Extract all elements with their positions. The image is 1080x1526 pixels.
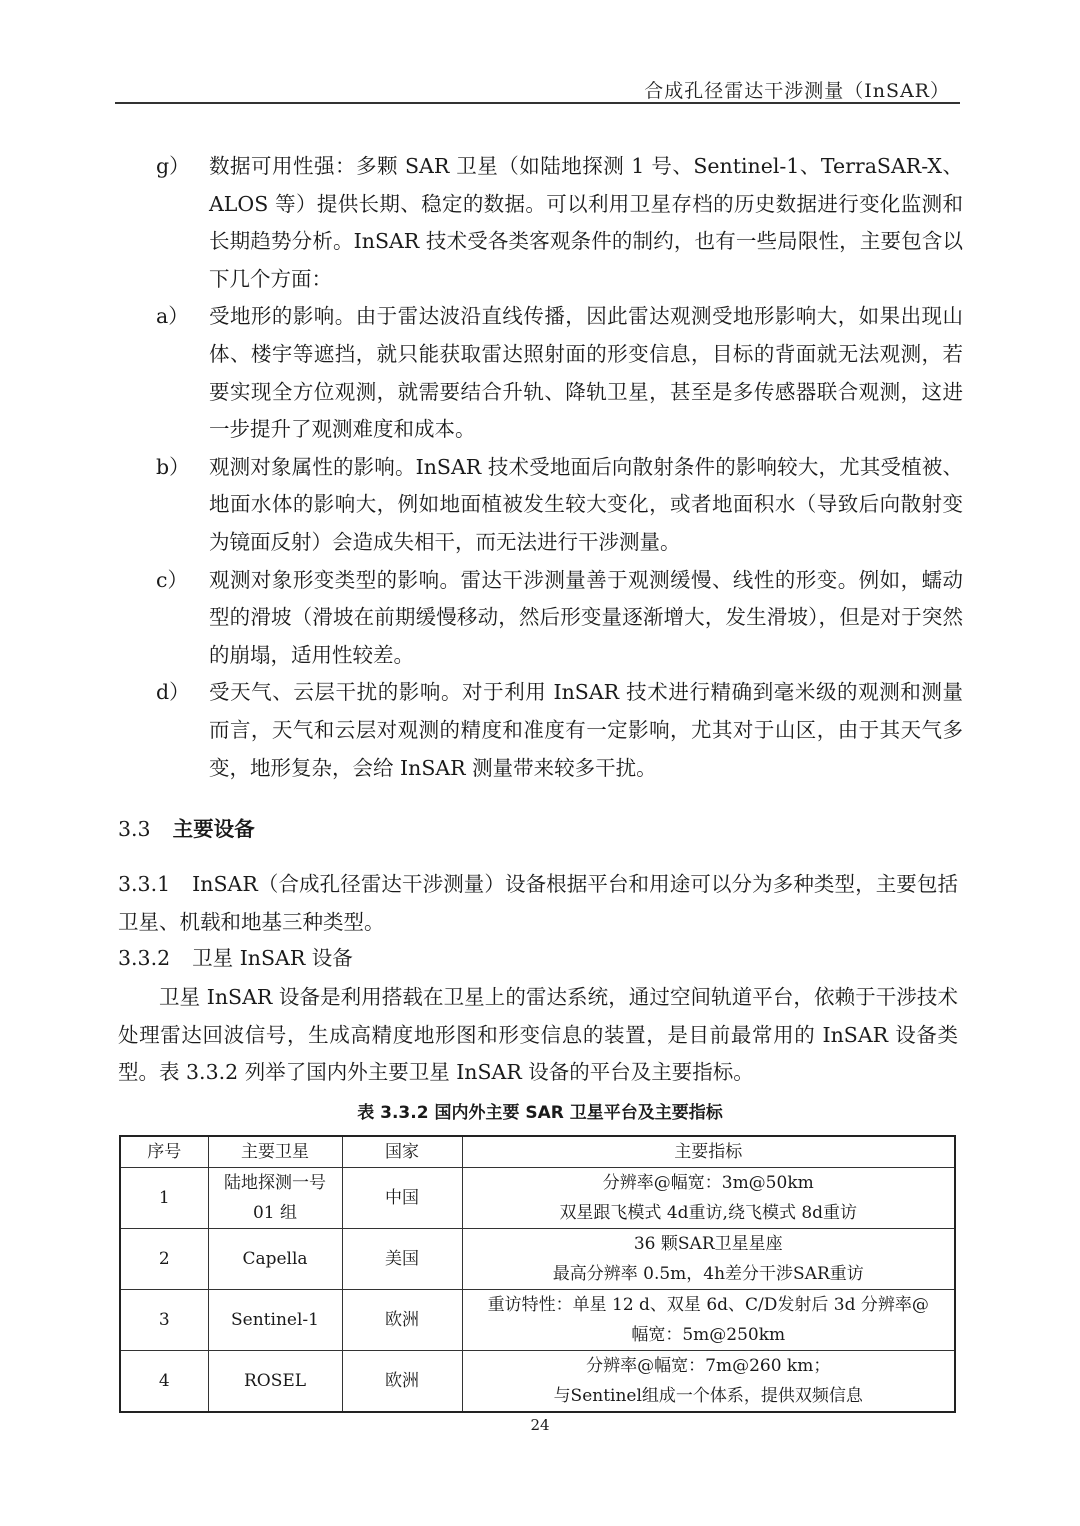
header-cell: 主要卫星 [208, 1136, 342, 1168]
table-row [120, 1229, 955, 1290]
spec-line: 双星跟飞模式 4d重访,绕飞模式 8d重访 [559, 1203, 858, 1223]
cell-spec [462, 1290, 955, 1351]
list-marker: d） [156, 680, 190, 705]
satellite-line: 陆地探测一号 [224, 1173, 326, 1193]
cell-satellite: Sentinel-1 [208, 1290, 342, 1351]
list-item [118, 562, 963, 675]
cell-country: 中国 [342, 1168, 462, 1229]
cell-no: 2 [120, 1229, 208, 1290]
list-text: 受地形的影响。由于雷达波沿直线传播，因此雷达观测受地形影响大，如果出现山体、楼宇等遮挡，就只能获取雷达照射面的形变信息，目标的背面就无法观测，若要实现全方位观测，就需要结合升轨、降轨卫星，甚至是多传感器联合观测，这进一步提升了观测难度和成本。 [209, 304, 963, 442]
table-row [120, 1168, 955, 1229]
spec-line: 分辨率@幅宽：7m@260 km； [586, 1356, 831, 1376]
table-row [120, 1290, 955, 1351]
header-cell: 主要指标 [462, 1136, 955, 1168]
spec-line: 幅宽：5m@250km [631, 1325, 786, 1345]
header-cell: 序号 [120, 1136, 208, 1168]
cell-no: 4 [120, 1351, 208, 1413]
list-marker: a） [156, 304, 189, 329]
page-number: 24 [530, 1416, 550, 1434]
paragraph-number: 3.3.1 [118, 872, 171, 896]
section-title: 卫星 InSAR 设备 [192, 946, 353, 970]
list-item [118, 148, 963, 298]
cell-no: 3 [120, 1290, 208, 1351]
list-marker: c） [156, 567, 188, 592]
section-title: 主要设备 [172, 817, 255, 841]
paragraph-3-3-2: 卫星 InSAR 设备是利用搭载在卫星上的雷达系统，通过空间轨道平台，依赖于干涉技术处理雷达回波信号，生成高精度地形图和形变信息的装置，是目前最常用的 InSAR 设备类型。表 3.3.2 列举了国内外主要卫星 InSAR 设备的平台及主要指标。 [118, 985, 958, 1085]
list-marker: b） [156, 454, 190, 479]
spec-line: 与Sentinel组成一个体系，提供双频信息 [553, 1386, 863, 1406]
header-cell: 国家 [342, 1136, 462, 1168]
running-header-title: 合成孔径雷达干涉测量（InSAR） [644, 80, 950, 102]
list-text: 数据可用性强：多颗 SAR 卫星（如陆地探测 1 号、Sentinel-1、TerraSAR-X、ALOS 等）提供长期、稳定的数据。可以利用卫星存档的历史数据进行变化监测和长期趋势分析。InSAR 技术受各类客观条件的制约，也有一些局限性，主要包含以下几个方面： [209, 154, 963, 291]
section-heading-3-3 [118, 812, 255, 842]
satellite-line: 01 组 [252, 1203, 298, 1223]
section-number: 3.3.2 [118, 946, 171, 970]
cell-satellite [208, 1168, 342, 1229]
cell-spec [462, 1229, 955, 1290]
cell-no: 1 [120, 1168, 208, 1229]
cell-spec [462, 1351, 955, 1413]
cell-country: 美国 [342, 1229, 462, 1290]
section-number: 3.3 [118, 817, 151, 841]
table-caption: 表 3.3.2 国内外主要 SAR 卫星平台及主要指标 [357, 1103, 723, 1123]
spec-line: 36 颗SAR卫星星座 [633, 1234, 783, 1254]
list-text: 观测对象属性的影响。InSAR 技术受地面后向散射条件的影响较大，尤其受植被、地面水体的影响大，例如地面植被发生较大变化，或者地面积水（导致后向散射变为镜面反射）会造成失相干，而无法进行干涉测量。 [209, 454, 963, 554]
cell-satellite: Capella [208, 1229, 342, 1290]
list-marker: g） [156, 154, 190, 178]
list-item [118, 674, 963, 787]
satellite-table [119, 1135, 956, 1413]
table-row [120, 1351, 955, 1413]
spec-line: 重访特性：单星 12 d、双星 6d、C/D发射后 3d 分辨率@ [487, 1295, 929, 1315]
feature-list [118, 148, 963, 787]
cell-country: 欧洲 [342, 1290, 462, 1351]
section-heading-3-3-2 [118, 941, 353, 971]
header-divider [115, 102, 960, 104]
list-item [118, 298, 963, 448]
table-header-row [120, 1136, 955, 1168]
list-text: 受天气、云层干扰的影响。对于利用 InSAR 技术进行精确到毫米级的观测和测量而言，天气和云层对观测的精度和准度有一定影响，尤其对于山区，由于其天气多变，地形复杂，会给 InSAR 测量带来较多干扰。 [209, 680, 963, 780]
cell-spec [462, 1168, 955, 1229]
spec-line: 分辨率@幅宽：3m@50km [602, 1173, 814, 1193]
list-item [118, 449, 963, 562]
cell-satellite: ROSEL [208, 1351, 342, 1413]
spec-line: 最高分辨率 0.5m，4h差分干涉SAR重访 [552, 1264, 864, 1284]
paragraph-text: InSAR（合成孔径雷达干涉测量）设备根据平台和用途可以分为多种类型，主要包括卫星、机载和地基三种类型。 [118, 872, 958, 934]
cell-country: 欧洲 [342, 1351, 462, 1413]
list-text: 观测对象形变类型的影响。雷达干涉测量善于观测缓慢、线性的形变。例如，蠕动型的滑坡（滑坡在前期缓慢移动，然后形变量逐渐增大，发生滑坡），但是对于突然的崩塌，适用性较差。 [209, 567, 963, 667]
paragraph-3-3-1 [118, 866, 958, 941]
